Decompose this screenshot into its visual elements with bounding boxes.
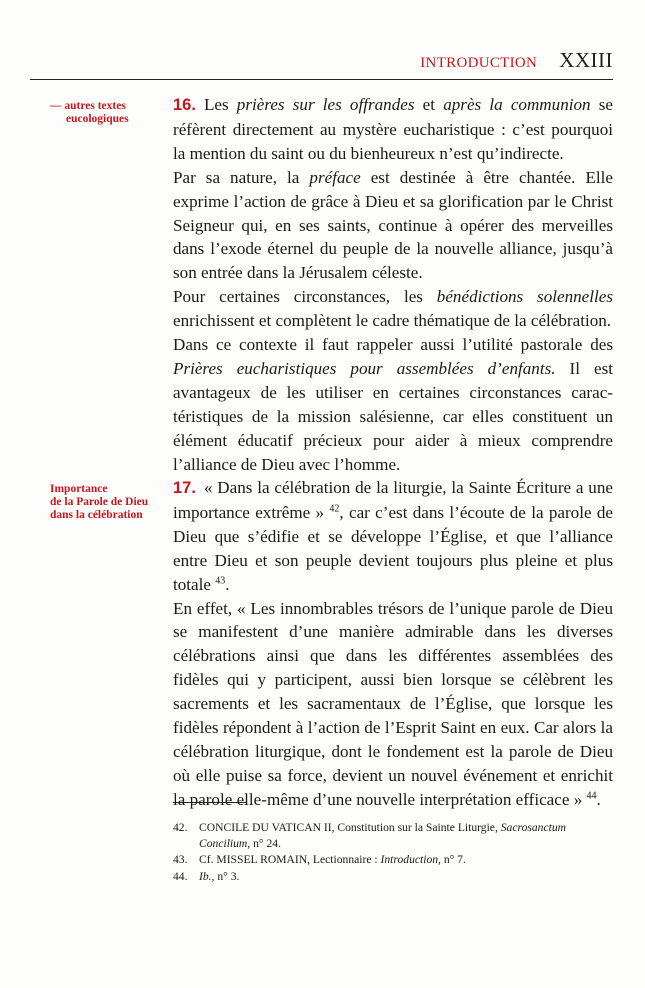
text-run: CONCILE DU VATICAN II, Constitution sur la Sainte Liturgie,: [199, 821, 501, 834]
footnote-ref[interactable]: 43: [215, 574, 226, 586]
text-run: « Dans la célébration de la liturgie, la Sainte Écriture a une importance extrême »: [173, 478, 613, 522]
margin-note-autres-textes: [50, 100, 172, 126]
footnote-divider: [173, 802, 246, 803]
text-run: Dans ce contexte il faut rappeler aussi l’utilité pastorale des: [173, 335, 613, 355]
section-number: 16.: [173, 96, 196, 114]
text-run: n° 7.: [440, 853, 466, 867]
margin-note-line: de la Parole de Dieu: [50, 496, 149, 508]
text-run: Par sa nature, la: [173, 167, 310, 187]
footnote-ref[interactable]: 44: [586, 790, 597, 802]
text-run: .: [596, 789, 601, 809]
paragraph: [173, 93, 613, 166]
text-run: , car c’est dans l’écoute de la parole de Dieu que s’édifie et se développe l’Église, et que l’alliance entre Dieu et son peuple devient toujours plus pleine et plus totale: [173, 502, 613, 594]
paragraph: [173, 333, 613, 476]
text-run: En effet, « Les innombrables trésors de l’unique parole de Dieu se manifestent d’une manière admirable dans les diverses célébrations ainsi que dans les différentes assemblées des fidèles qui y participent, aussi bien lorsque se célèbrent les sacrements et les sacramentaux de l’Église, que lorsque les fidèles répondent à l’action de l’Esprit Saint en eux. Car alors la célébration liturgique, dont le fondement est la parole de Dieu où elle puise sa force, devient un nouvel événement et enrichit la parole elle-même d’une nouvelle interprétation efficace »: [173, 598, 613, 809]
text-run: enrichissent et complètent le cadre thématique de la célébration.: [173, 311, 612, 331]
footnote-number: 44.: [173, 869, 188, 883]
text-run: et: [414, 95, 444, 114]
text-run: se réfèrent directement au mystère eucharistique : c’est pourquoi la mention du saint ou du bienheureux n’est qu’indirecte.: [173, 95, 614, 163]
footnotes: [173, 820, 613, 885]
section-number: 17.: [173, 479, 196, 497]
margin-note-line: dans la célébration: [50, 509, 143, 521]
italic-run: Introduction,: [380, 853, 441, 867]
paragraph: [173, 597, 613, 812]
margin-note-line: Importance: [50, 483, 108, 495]
text-run: .: [225, 574, 230, 594]
italic-run: après la communion: [443, 95, 591, 114]
text-run: n° 3.: [214, 869, 240, 883]
margin-note-line: — autres textes: [50, 100, 126, 112]
footnote-number: 42.: [173, 821, 188, 834]
text-run: Cf. MISSEL ROMAIN, Lectionnaire :: [199, 853, 381, 867]
margin-note-importance-parole: [50, 483, 172, 522]
section-16: [173, 93, 613, 477]
text-run: n° 24.: [250, 837, 281, 851]
text-run: Il est avantageux de les utiliser en certaines circonstances caractéristiques de la mission salésienne, car elles constituent un élément éducatif précieux pour aider à mieux comprendre l’alliance de Dieu avec l’homme.: [173, 358, 613, 474]
text-run: Pour certaines circonstances, les: [173, 287, 437, 307]
italic-run: Sacrosanctum Concilium,: [199, 821, 567, 851]
page-number: XXIII: [559, 48, 613, 72]
paragraph: [173, 166, 613, 286]
footnote: [173, 852, 613, 868]
footnote-number: 43.: [173, 853, 188, 867]
footnote: [173, 869, 613, 885]
footnote-ref[interactable]: 42: [329, 503, 340, 515]
paragraph: [173, 285, 613, 333]
italic-run: Ib.,: [199, 869, 215, 883]
italic-run: Prières eucharistiques pour assemblées d’enfants.: [173, 358, 556, 378]
footnote: [173, 820, 613, 852]
running-header: [30, 48, 613, 80]
italic-run: prières sur les offrandes: [236, 95, 415, 114]
margin-note-line: eucologiques: [66, 113, 129, 125]
paragraph: [173, 476, 613, 597]
italic-run: bénédictions solennelles: [436, 287, 614, 307]
section-17: [173, 476, 613, 812]
text-run: Les: [203, 95, 237, 114]
text-run: est destinée à être chantée. Elle exprime l’action de grâce à Dieu et sa glorification par le Christ Seigneur qui, en ses saints, continue à opérer des merveilles dans l’exode éternel du peuple de la nouvelle alliance, jusqu’à son entrée dans la Jérusalem céleste.: [173, 167, 613, 283]
italic-run: préface: [309, 167, 361, 187]
running-title: INTRODUCTION: [420, 55, 538, 71]
